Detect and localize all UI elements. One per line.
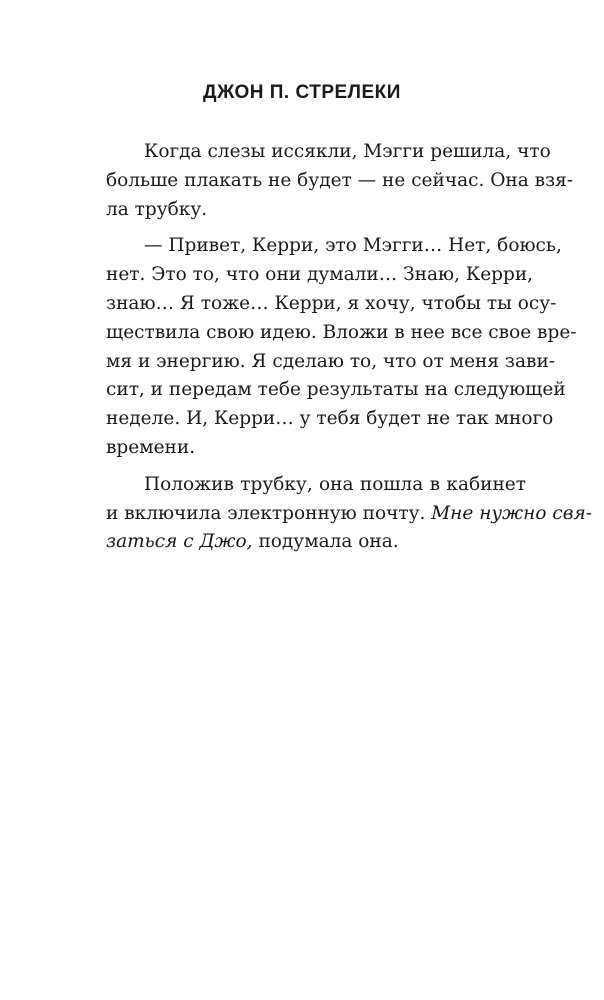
text-line: [106, 528, 526, 557]
text-segment: и включила электронную почту.: [106, 502, 426, 524]
text-line: неделе. И, Керри… у тебя будет не так много: [106, 408, 554, 430]
text-line: сит, и передам тебе результаты на следующей: [106, 379, 566, 401]
text-line: мя и энергию. Я сделаю то, что от меня зави-: [106, 350, 556, 372]
text-segment: подумала она.: [258, 531, 399, 553]
text-line: Когда слезы иссякли, Мэгги решила, что: [144, 141, 551, 162]
text-line: — Привет, Керри, это Мэгги… Нет, боюсь,: [144, 235, 562, 257]
text-line: ществила свою идею. Вложи в нее все свое вре-: [106, 321, 577, 343]
paragraph: [106, 138, 574, 224]
paragraph: [106, 471, 592, 557]
italic-thought: заться с Джо,: [106, 531, 253, 553]
text-line: ла трубку.: [106, 198, 208, 220]
body-text: [106, 138, 592, 557]
text-line: [106, 500, 592, 529]
italic-thought: Мне нужно свя-: [431, 502, 592, 524]
paragraph: [106, 232, 577, 462]
text-line: знаю… Я тоже… Керри, я хочу, чтобы ты осу-: [106, 292, 557, 314]
text-line: больше плакать не будет — не сейчас. Она взя-: [106, 169, 574, 191]
running-head-author: ДЖОН П. СТРЕЛЕКИ: [203, 82, 401, 103]
text-line: Положив трубку, она пошла в кабинет: [144, 473, 526, 495]
text-line: времени.: [106, 436, 196, 458]
text-line: нет. Это то, что они думали… Знаю, Керри,: [106, 264, 534, 286]
